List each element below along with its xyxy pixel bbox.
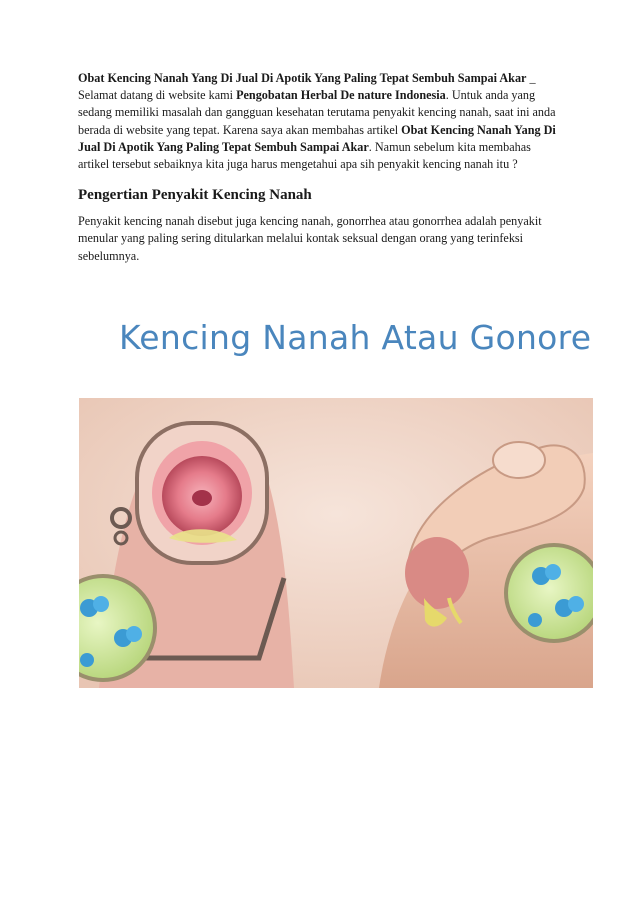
intro-text-2: . Untuk anda yang sedang memiliki masalah dan gangguan kesehatan terutama penyakit kencing nanah, saat ini anda berada di website yang tepat. Karena saya akan membahas artikel [78, 88, 556, 137]
article-title: Obat Kencing Nanah Yang Di Jual Di Apotik Yang Paling Tepat Sembuh Sampai Akar [78, 71, 527, 85]
figure-title: Kencing Nanah Atau Gonore [119, 318, 592, 357]
section-body: Penyakit kencing nanah disebut juga kencing nanah, gonorrhea atau gonorrhea adalah penyakit menular yang paling sering ditularkan melalui kontak seksual dengan orang yang terinfeksi sebelumnya. [78, 214, 542, 263]
intro-text-1: _ Selamat datang di website kami [78, 71, 536, 103]
section-heading: Pengertian Penyakit Kencing Nanah [78, 187, 312, 204]
brand-name: Pengobatan Herbal De nature Indonesia [236, 88, 446, 103]
intro-paragraph [78, 70, 564, 173]
article-title-repeat: Obat Kencing Nanah Yang Di Jual Di Apotik Yang Paling Tepat Sembuh Sampai Akar [78, 122, 556, 154]
bacteria-lens-right [506, 545, 593, 641]
illustration-figure [79, 296, 593, 688]
anatomy-illustration [79, 398, 593, 688]
document-page [78, 70, 564, 265]
intro-text-3: . Namun sebelum kita membahas artikel tersebut sebaiknya kita juga harus mengetahui apa sih penyakit kencing nanah itu ? [78, 139, 531, 172]
